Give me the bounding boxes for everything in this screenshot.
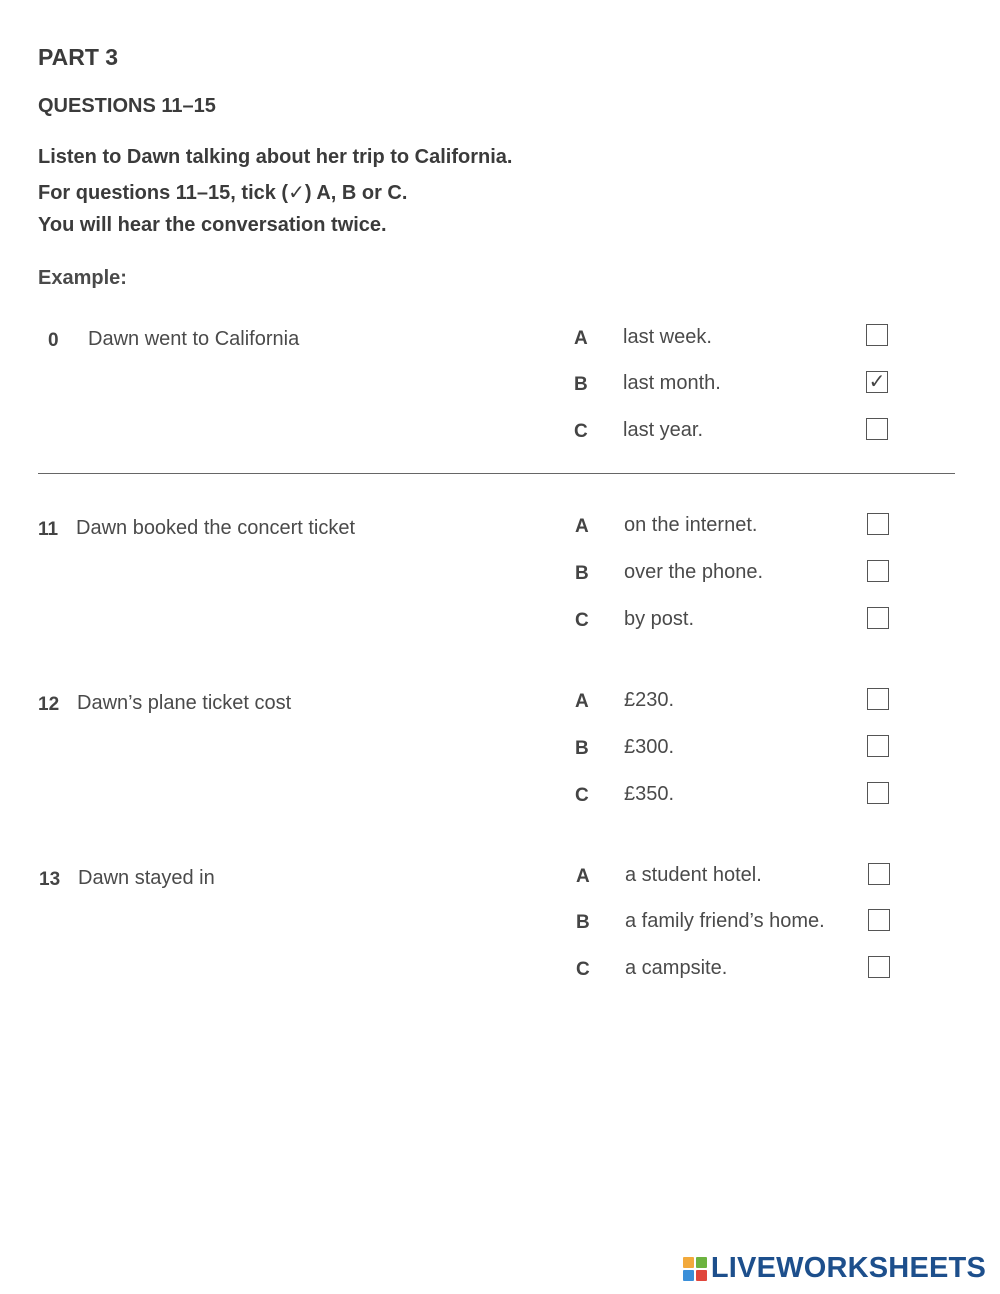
question-text: Dawn stayed in <box>78 867 215 889</box>
logo-square-icon <box>696 1257 707 1268</box>
option-checkbox[interactable] <box>867 688 889 710</box>
option-checkbox[interactable]: ✓ <box>866 371 888 393</box>
option-letter: C <box>576 959 590 980</box>
option-checkbox[interactable] <box>868 909 890 931</box>
option-letter: B <box>574 374 588 395</box>
option-letter: A <box>575 691 589 712</box>
question-text: Dawn’s plane ticket cost <box>77 692 292 714</box>
question-number: 0 <box>48 330 59 351</box>
option-text: over the phone. <box>624 561 763 583</box>
option-text: by post. <box>624 608 695 630</box>
option-checkbox[interactable] <box>866 418 888 440</box>
option-letter: A <box>575 516 589 537</box>
question-text: Dawn went to California <box>88 328 300 350</box>
brand-text: LIVEWORKSHEETS <box>710 1252 986 1284</box>
instruction-line-2: For questions 11–15, tick (✓) A, B or C. <box>38 182 408 204</box>
option-checkbox[interactable] <box>866 324 888 346</box>
option-text: on the internet. <box>624 514 758 536</box>
part-title: PART 3 <box>38 44 119 70</box>
logo-square-icon <box>696 1270 707 1281</box>
option-checkbox[interactable] <box>867 782 889 804</box>
question-number: 12 <box>38 694 60 715</box>
option-checkbox[interactable] <box>867 607 889 629</box>
questions-range: QUESTIONS 11–15 <box>38 95 216 117</box>
option-letter: B <box>576 912 590 933</box>
option-letter: B <box>575 738 589 759</box>
option-checkbox[interactable] <box>867 560 889 582</box>
question-text: Dawn booked the concert ticket <box>76 517 356 539</box>
liveworksheets-brand <box>683 1252 986 1285</box>
option-text: last week. <box>623 326 712 348</box>
option-letter: C <box>575 610 589 631</box>
option-checkbox[interactable] <box>868 863 890 885</box>
option-checkbox[interactable] <box>867 513 889 535</box>
option-checkbox[interactable] <box>867 735 889 757</box>
option-text: last month. <box>623 372 721 394</box>
option-text: £350. <box>624 783 675 805</box>
section-divider <box>38 473 955 474</box>
question-number: 11 <box>38 519 59 540</box>
option-letter: C <box>575 785 589 806</box>
instruction-line-3: You will hear the conversation twice. <box>38 214 387 236</box>
option-checkbox[interactable] <box>868 956 890 978</box>
option-text: a family friend’s home. <box>625 910 825 932</box>
option-text: a campsite. <box>625 957 728 979</box>
option-text: a student hotel. <box>625 864 762 886</box>
option-letter: C <box>574 421 588 442</box>
option-letter: A <box>574 328 588 349</box>
option-letter: B <box>575 563 589 584</box>
question-number: 13 <box>39 869 61 890</box>
option-letter: A <box>576 866 590 887</box>
option-text: £230. <box>624 689 675 711</box>
logo-square-icon <box>683 1270 694 1281</box>
instruction-line-1: Listen to Dawn talking about her trip to California. <box>38 146 513 168</box>
logo-square-icon <box>683 1257 694 1268</box>
option-text: £300. <box>624 736 675 758</box>
option-text: last year. <box>623 419 704 441</box>
example-label: Example: <box>38 267 127 289</box>
liveworksheets-logo-icon <box>683 1257 707 1281</box>
